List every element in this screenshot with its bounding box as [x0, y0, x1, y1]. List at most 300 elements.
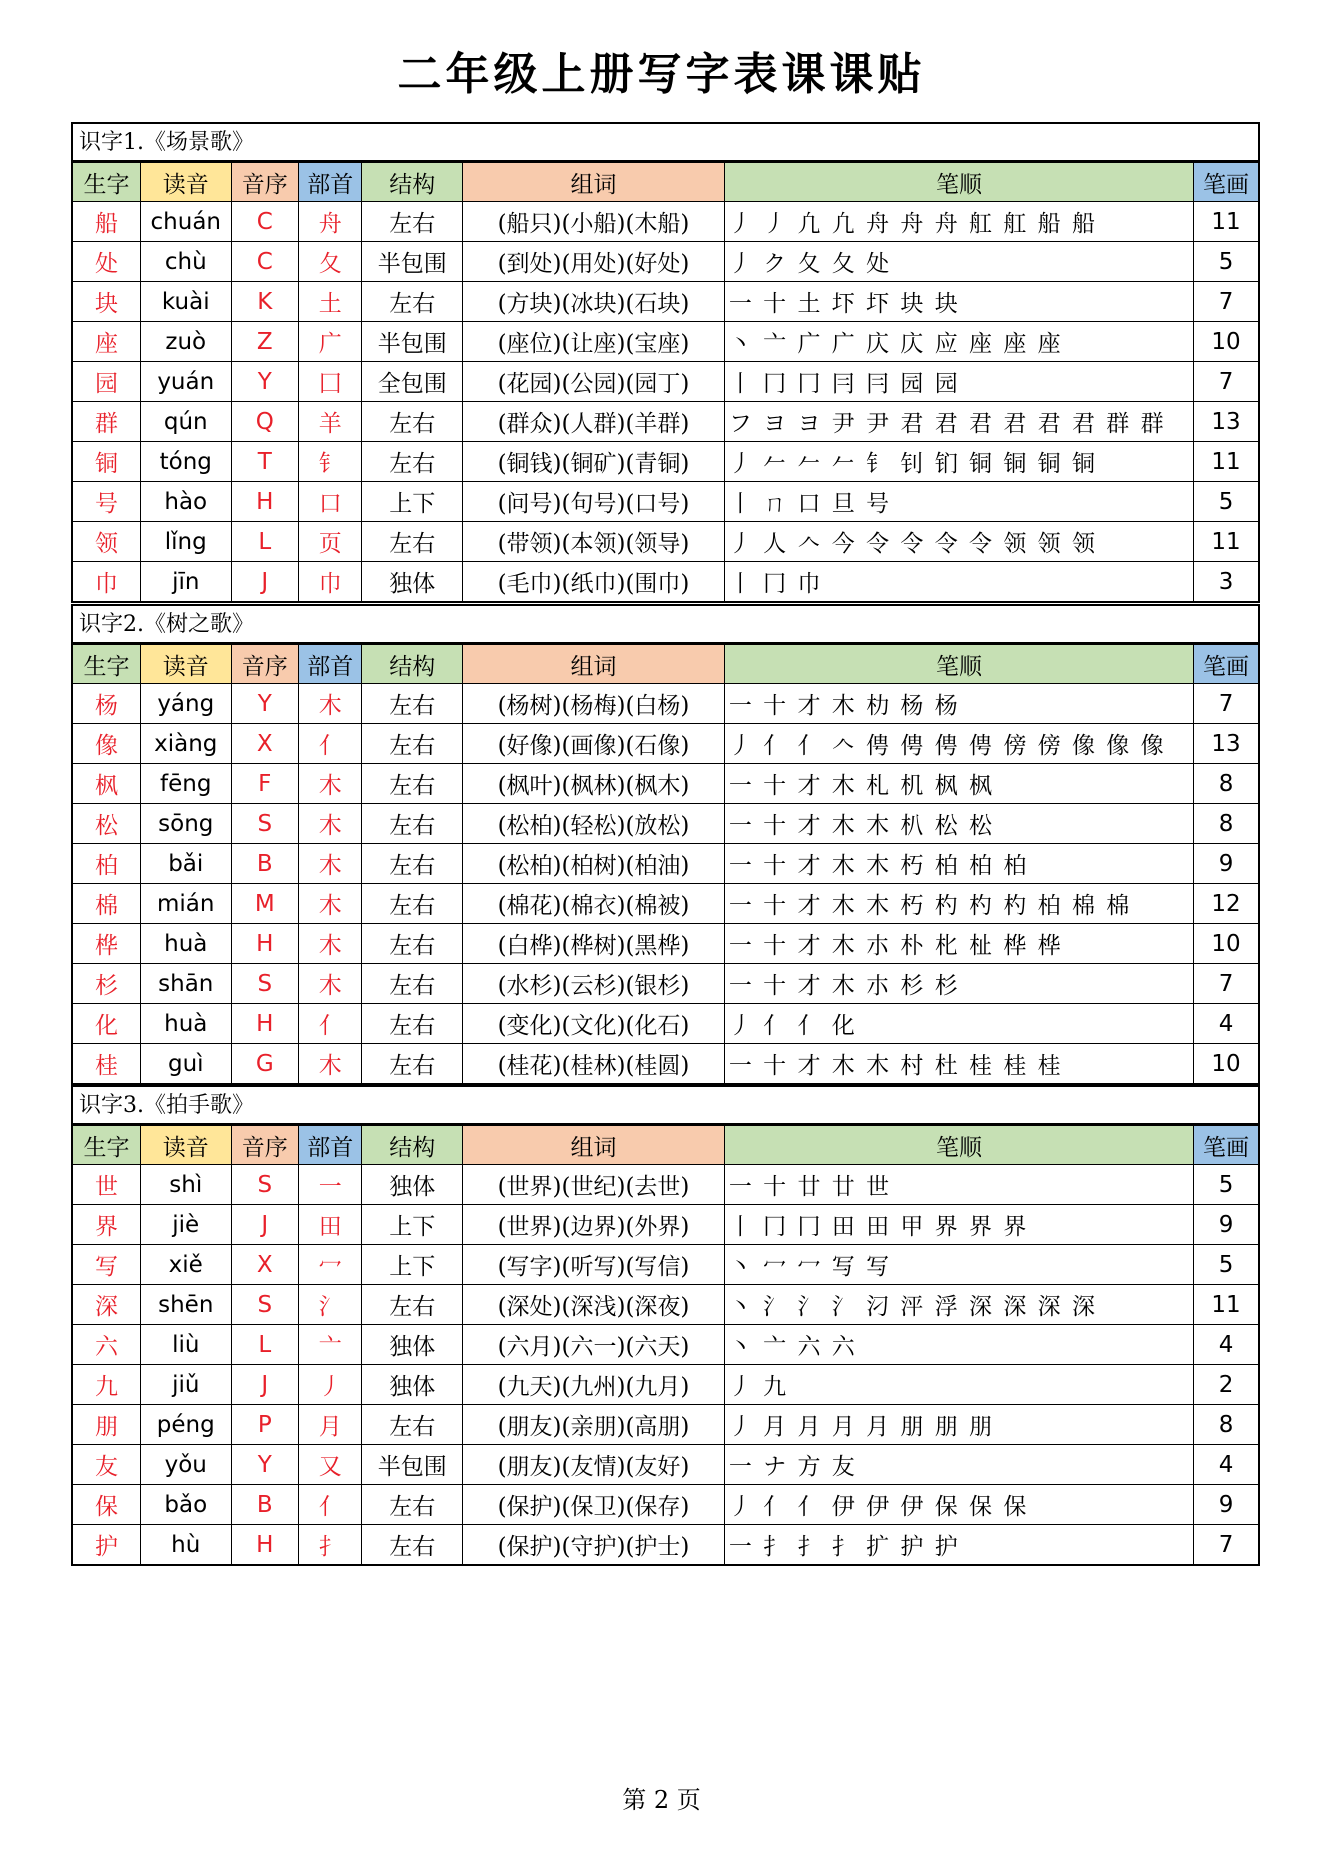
table-row — [73, 804, 1258, 844]
table-row — [73, 1325, 1258, 1365]
character-cell: 号 — [73, 482, 140, 522]
words-cell: (保护)(守护)(护士) — [463, 1525, 725, 1565]
table-row — [73, 442, 1258, 482]
structure-cell: 上下 — [362, 482, 463, 522]
initial-letter-cell: Y — [231, 362, 298, 402]
column-header: 笔顺 — [724, 645, 1193, 684]
initial-letter-cell: K — [231, 282, 298, 322]
stroke-order-cell: 丿 月 月 月 月 朋 朋 朋 — [724, 1405, 1193, 1445]
table-row — [73, 402, 1258, 442]
stroke-order-cell: 一 十 才 木 木 村 杜 桂 桂 桂 — [724, 1044, 1193, 1084]
stroke-count-cell: 7 — [1194, 1525, 1258, 1565]
stroke-order-cell: 丶 亠 广 广 庂 庂 应 座 座 座 — [724, 322, 1193, 362]
column-header: 结构 — [362, 163, 463, 202]
words-cell: (群众)(人群)(羊群) — [463, 402, 725, 442]
stroke-order-cell: 丿 亻 亻 𠆢 俜 俜 俜 俜 傍 傍 像 像 像 — [724, 724, 1193, 764]
initial-letter-cell: C — [231, 202, 298, 242]
structure-cell: 左右 — [362, 724, 463, 764]
character-cell: 柏 — [73, 844, 140, 884]
radical-cell: 夂 — [299, 242, 362, 282]
radical-cell: 扌 — [299, 1525, 362, 1565]
stroke-count-cell: 8 — [1194, 764, 1258, 804]
character-cell: 处 — [73, 242, 140, 282]
stroke-count-cell: 8 — [1194, 804, 1258, 844]
structure-cell: 左右 — [362, 282, 463, 322]
stroke-order-cell: 丶 亠 六 六 — [724, 1325, 1193, 1365]
words-cell: (水杉)(云杉)(银杉) — [463, 964, 725, 1004]
stroke-count-cell: 11 — [1194, 202, 1258, 242]
page-number: 第 2 页 — [622, 1786, 701, 1814]
structure-cell: 左右 — [362, 844, 463, 884]
radical-cell: 土 — [299, 282, 362, 322]
stroke-count-cell: 3 — [1194, 562, 1258, 602]
pinyin-cell: shēn — [140, 1285, 231, 1325]
words-cell: (松柏)(轻松)(放松) — [463, 804, 725, 844]
stroke-count-cell: 11 — [1194, 522, 1258, 562]
radical-cell: 木 — [299, 1044, 362, 1084]
character-cell: 棉 — [73, 884, 140, 924]
words-cell: (带领)(本领)(领导) — [463, 522, 725, 562]
structure-cell: 上下 — [362, 1205, 463, 1245]
character-cell: 护 — [73, 1525, 140, 1565]
radical-cell: 页 — [299, 522, 362, 562]
column-header: 部首 — [299, 163, 362, 202]
pinyin-cell: hù — [140, 1525, 231, 1565]
words-cell: (杨树)(杨梅)(白杨) — [463, 684, 725, 724]
character-cell: 写 — [73, 1245, 140, 1285]
stroke-order-cell: 一 十 才 木 木 朽 杓 杓 杓 柏 棉 棉 — [724, 884, 1193, 924]
column-header: 读音 — [140, 1126, 231, 1165]
initial-letter-cell: G — [231, 1044, 298, 1084]
radical-cell: 木 — [299, 844, 362, 884]
stroke-count-cell: 4 — [1194, 1445, 1258, 1485]
stroke-count-cell: 9 — [1194, 1205, 1258, 1245]
stroke-order-cell: 一 十 才 木 木 朳 松 松 — [724, 804, 1193, 844]
table-row — [73, 724, 1258, 764]
radical-cell: 田 — [299, 1205, 362, 1245]
pinyin-cell: mián — [140, 884, 231, 924]
column-header: 部首 — [299, 645, 362, 684]
initial-letter-cell: L — [231, 1325, 298, 1365]
stroke-count-cell: 7 — [1194, 362, 1258, 402]
column-header: 音序 — [231, 163, 298, 202]
structure-cell: 左右 — [362, 964, 463, 1004]
column-header: 音序 — [231, 645, 298, 684]
stroke-order-cell: 一 十 才 木 朩 朴 朼 杫 桦 桦 — [724, 924, 1193, 964]
table-row — [73, 362, 1258, 402]
table-row — [73, 1485, 1258, 1525]
initial-letter-cell: H — [231, 924, 298, 964]
radical-cell: 冖 — [299, 1245, 362, 1285]
column-header: 笔画 — [1194, 1126, 1258, 1165]
pinyin-cell: bǎo — [140, 1485, 231, 1525]
structure-cell: 左右 — [362, 1405, 463, 1445]
words-cell: (松柏)(柏树)(柏油) — [463, 844, 725, 884]
stroke-order-cell: 一 十 才 木 木 朽 柏 柏 柏 — [724, 844, 1193, 884]
character-cell: 保 — [73, 1485, 140, 1525]
pinyin-cell: tóng — [140, 442, 231, 482]
pinyin-cell: péng — [140, 1405, 231, 1445]
table-row — [73, 844, 1258, 884]
column-header: 笔画 — [1194, 163, 1258, 202]
stroke-order-cell: 丿 九 — [724, 1365, 1193, 1405]
column-header: 笔画 — [1194, 645, 1258, 684]
column-header: 组词 — [463, 645, 725, 684]
table-row — [73, 282, 1258, 322]
table-row — [73, 1445, 1258, 1485]
stroke-order-cell: フ ヨ ヨ 尹 尹 君 君 君 君 君 君 群 群 — [724, 402, 1193, 442]
radical-cell: 囗 — [299, 362, 362, 402]
character-cell: 朋 — [73, 1405, 140, 1445]
table-row — [73, 202, 1258, 242]
words-cell: (深处)(深浅)(深夜) — [463, 1285, 725, 1325]
structure-cell: 半包围 — [362, 322, 463, 362]
section-title: 识字1.《场景歌》 — [73, 124, 1258, 162]
structure-cell: 半包围 — [362, 242, 463, 282]
structure-cell: 上下 — [362, 1245, 463, 1285]
structure-cell: 左右 — [362, 684, 463, 724]
character-cell: 友 — [73, 1445, 140, 1485]
section-title: 识字2.《树之歌》 — [73, 606, 1258, 644]
radical-cell: 木 — [299, 764, 362, 804]
character-cell: 领 — [73, 522, 140, 562]
section-title: 识字3.《拍手歌》 — [73, 1087, 1258, 1125]
character-cell: 松 — [73, 804, 140, 844]
stroke-count-cell: 4 — [1194, 1004, 1258, 1044]
stroke-count-cell: 11 — [1194, 442, 1258, 482]
table-row — [73, 684, 1258, 724]
column-header: 音序 — [231, 1126, 298, 1165]
character-cell: 杨 — [73, 684, 140, 724]
column-header: 生字 — [73, 645, 140, 684]
table-row — [73, 1525, 1258, 1565]
initial-letter-cell: F — [231, 764, 298, 804]
stroke-count-cell: 7 — [1194, 684, 1258, 724]
radical-cell: 丿 — [299, 1365, 362, 1405]
radical-cell: 亻 — [299, 724, 362, 764]
radical-cell: 亻 — [299, 1485, 362, 1525]
column-header: 笔顺 — [724, 163, 1193, 202]
stroke-count-cell: 9 — [1194, 1485, 1258, 1525]
table-row — [73, 242, 1258, 282]
radical-cell: 口 — [299, 482, 362, 522]
initial-letter-cell: P — [231, 1405, 298, 1445]
character-cell: 枫 — [73, 764, 140, 804]
stroke-count-cell: 7 — [1194, 964, 1258, 1004]
pinyin-cell: qún — [140, 402, 231, 442]
stroke-count-cell: 13 — [1194, 402, 1258, 442]
stroke-count-cell: 10 — [1194, 322, 1258, 362]
structure-cell: 独体 — [362, 1165, 463, 1205]
character-cell: 船 — [73, 202, 140, 242]
initial-letter-cell: S — [231, 1165, 298, 1205]
stroke-order-cell: 丨 冂 冂 冃 冃 园 园 — [724, 362, 1193, 402]
radical-cell: 钅 — [299, 442, 362, 482]
pinyin-cell: chù — [140, 242, 231, 282]
table-row — [73, 1044, 1258, 1084]
pinyin-cell: yuán — [140, 362, 231, 402]
initial-letter-cell: L — [231, 522, 298, 562]
stroke-count-cell: 5 — [1194, 1165, 1258, 1205]
initial-letter-cell: Q — [231, 402, 298, 442]
character-cell: 铜 — [73, 442, 140, 482]
structure-cell: 左右 — [362, 1485, 463, 1525]
initial-letter-cell: H — [231, 1525, 298, 1565]
table-row — [73, 764, 1258, 804]
pinyin-cell: fēng — [140, 764, 231, 804]
radical-cell: 月 — [299, 1405, 362, 1445]
pinyin-cell: bǎi — [140, 844, 231, 884]
character-table — [73, 644, 1258, 1083]
table-row — [73, 1004, 1258, 1044]
stroke-count-cell: 10 — [1194, 1044, 1258, 1084]
stroke-count-cell: 5 — [1194, 242, 1258, 282]
structure-cell: 全包围 — [362, 362, 463, 402]
lesson-section — [71, 604, 1260, 1085]
words-cell: (方块)(冰块)(石块) — [463, 282, 725, 322]
table-row — [73, 964, 1258, 1004]
initial-letter-cell: X — [231, 1245, 298, 1285]
stroke-count-cell: 12 — [1194, 884, 1258, 924]
structure-cell: 半包围 — [362, 1445, 463, 1485]
initial-letter-cell: H — [231, 1004, 298, 1044]
initial-letter-cell: Y — [231, 684, 298, 724]
stroke-order-cell: 丿 ク 夂 夂 处 — [724, 242, 1193, 282]
words-cell: (船只)(小船)(木船) — [463, 202, 725, 242]
table-row — [73, 1205, 1258, 1245]
column-header: 结构 — [362, 1126, 463, 1165]
structure-cell: 左右 — [362, 1044, 463, 1084]
column-header: 组词 — [463, 163, 725, 202]
stroke-order-cell: 丿 𠂉 𠂉 𠂉 钅 钊 钔 铜 铜 铜 铜 — [724, 442, 1193, 482]
structure-cell: 左右 — [362, 1525, 463, 1565]
structure-cell: 左右 — [362, 402, 463, 442]
column-header: 生字 — [73, 163, 140, 202]
radical-cell: 又 — [299, 1445, 362, 1485]
stroke-order-cell: 丶 氵 氵 氵 汈 泙 浮 深 深 深 深 — [724, 1285, 1193, 1325]
character-cell: 座 — [73, 322, 140, 362]
stroke-count-cell: 4 — [1194, 1325, 1258, 1365]
words-cell: (毛巾)(纸巾)(围巾) — [463, 562, 725, 602]
structure-cell: 左右 — [362, 884, 463, 924]
structure-cell: 左右 — [362, 442, 463, 482]
pinyin-cell: xiě — [140, 1245, 231, 1285]
column-header: 部首 — [299, 1126, 362, 1165]
words-cell: (九天)(九州)(九月) — [463, 1365, 725, 1405]
pinyin-cell: chuán — [140, 202, 231, 242]
radical-cell: 巾 — [299, 562, 362, 602]
initial-letter-cell: S — [231, 964, 298, 1004]
pinyin-cell: jiè — [140, 1205, 231, 1245]
pinyin-cell: hào — [140, 482, 231, 522]
lesson-section — [71, 1085, 1260, 1566]
initial-letter-cell: J — [231, 1205, 298, 1245]
words-cell: (保护)(保卫)(保存) — [463, 1485, 725, 1525]
radical-cell: 舟 — [299, 202, 362, 242]
character-cell: 巾 — [73, 562, 140, 602]
stroke-order-cell: 丿 人 𠆢 今 令 令 令 令 领 领 领 — [724, 522, 1193, 562]
words-cell: (变化)(文化)(化石) — [463, 1004, 725, 1044]
column-header: 读音 — [140, 163, 231, 202]
radical-cell: 木 — [299, 804, 362, 844]
initial-letter-cell: T — [231, 442, 298, 482]
pinyin-cell: lǐng — [140, 522, 231, 562]
character-cell: 深 — [73, 1285, 140, 1325]
words-cell: (朋友)(亲朋)(高朋) — [463, 1405, 725, 1445]
initial-letter-cell: J — [231, 1365, 298, 1405]
character-cell: 九 — [73, 1365, 140, 1405]
pinyin-cell: huà — [140, 924, 231, 964]
words-cell: (棉花)(棉衣)(棉被) — [463, 884, 725, 924]
stroke-order-cell: 丶 冖 冖 写 写 — [724, 1245, 1193, 1285]
stroke-count-cell: 8 — [1194, 1405, 1258, 1445]
pinyin-cell: xiàng — [140, 724, 231, 764]
pinyin-cell: liù — [140, 1325, 231, 1365]
column-header: 结构 — [362, 645, 463, 684]
stroke-order-cell: 丨 ㄇ 口 旦 号 — [724, 482, 1193, 522]
character-cell: 六 — [73, 1325, 140, 1365]
pinyin-cell: sōng — [140, 804, 231, 844]
words-cell: (朋友)(友情)(友好) — [463, 1445, 725, 1485]
structure-cell: 独体 — [362, 1365, 463, 1405]
character-cell: 杉 — [73, 964, 140, 1004]
lesson-section — [71, 122, 1260, 603]
character-table — [73, 1125, 1258, 1564]
character-cell: 群 — [73, 402, 140, 442]
stroke-order-cell: 一 十 才 木 朸 杨 杨 — [724, 684, 1193, 724]
table-row — [73, 1405, 1258, 1445]
table-row — [73, 924, 1258, 964]
initial-letter-cell: X — [231, 724, 298, 764]
pinyin-cell: yáng — [140, 684, 231, 724]
table-row — [73, 884, 1258, 924]
initial-letter-cell: J — [231, 562, 298, 602]
words-cell: (枫叶)(枫林)(枫木) — [463, 764, 725, 804]
structure-cell: 左右 — [362, 1004, 463, 1044]
pinyin-cell: kuài — [140, 282, 231, 322]
radical-cell: 木 — [299, 964, 362, 1004]
table-row — [73, 1245, 1258, 1285]
character-cell: 界 — [73, 1205, 140, 1245]
words-cell: (铜钱)(铜矿)(青铜) — [463, 442, 725, 482]
character-cell: 块 — [73, 282, 140, 322]
words-cell: (白桦)(桦树)(黑桦) — [463, 924, 725, 964]
structure-cell: 左右 — [362, 202, 463, 242]
column-header: 生字 — [73, 1126, 140, 1165]
table-row — [73, 1165, 1258, 1205]
words-cell: (到处)(用处)(好处) — [463, 242, 725, 282]
structure-cell: 左右 — [362, 522, 463, 562]
stroke-count-cell: 9 — [1194, 844, 1258, 884]
stroke-count-cell: 5 — [1194, 1245, 1258, 1285]
character-table — [73, 162, 1258, 601]
character-cell: 世 — [73, 1165, 140, 1205]
column-header: 读音 — [140, 645, 231, 684]
radical-cell: 木 — [299, 884, 362, 924]
column-header: 笔顺 — [724, 1126, 1193, 1165]
radical-cell: 氵 — [299, 1285, 362, 1325]
pinyin-cell: jiǔ — [140, 1365, 231, 1405]
table-row — [73, 322, 1258, 362]
stroke-order-cell: 丿 亻 亻 伊 伊 伊 保 保 保 — [724, 1485, 1193, 1525]
words-cell: (问号)(句号)(口号) — [463, 482, 725, 522]
stroke-order-cell: 丨 冂 冂 田 田 甲 界 界 界 — [724, 1205, 1193, 1245]
pinyin-cell: zuò — [140, 322, 231, 362]
table-header-row — [73, 163, 1258, 202]
page-title: 二年级上册写字表课课贴 — [397, 49, 926, 100]
pinyin-cell: huà — [140, 1004, 231, 1044]
structure-cell: 独体 — [362, 1325, 463, 1365]
stroke-order-cell: 一 十 才 木 朩 杉 杉 — [724, 964, 1193, 1004]
initial-letter-cell: Y — [231, 1445, 298, 1485]
radical-cell: 一 — [299, 1165, 362, 1205]
radical-cell: 广 — [299, 322, 362, 362]
stroke-count-cell: 7 — [1194, 282, 1258, 322]
stroke-order-cell: 一 十 才 木 札 机 枫 枫 — [724, 764, 1193, 804]
initial-letter-cell: C — [231, 242, 298, 282]
words-cell: (写字)(听写)(写信) — [463, 1245, 725, 1285]
stroke-order-cell: 一 扌 扌 扌 扩 护 护 — [724, 1525, 1193, 1565]
character-cell: 像 — [73, 724, 140, 764]
initial-letter-cell: H — [231, 482, 298, 522]
stroke-count-cell: 2 — [1194, 1365, 1258, 1405]
stroke-order-cell: 一 ナ 方 友 — [724, 1445, 1193, 1485]
words-cell: (座位)(让座)(宝座) — [463, 322, 725, 362]
pinyin-cell: shì — [140, 1165, 231, 1205]
character-cell: 桦 — [73, 924, 140, 964]
radical-cell: 亻 — [299, 1004, 362, 1044]
words-cell: (世界)(世纪)(去世) — [463, 1165, 725, 1205]
radical-cell: 木 — [299, 924, 362, 964]
structure-cell: 左右 — [362, 924, 463, 964]
table-row — [73, 1285, 1258, 1325]
stroke-order-cell: 一 十 土 圷 圷 块 块 — [724, 282, 1193, 322]
character-cell: 桂 — [73, 1044, 140, 1084]
structure-cell: 左右 — [362, 804, 463, 844]
character-cell: 园 — [73, 362, 140, 402]
table-header-row — [73, 645, 1258, 684]
initial-letter-cell: Z — [231, 322, 298, 362]
initial-letter-cell: M — [231, 884, 298, 924]
stroke-count-cell: 11 — [1194, 1285, 1258, 1325]
stroke-count-cell: 13 — [1194, 724, 1258, 764]
words-cell: (好像)(画像)(石像) — [463, 724, 725, 764]
initial-letter-cell: S — [231, 1285, 298, 1325]
table-header-row — [73, 1126, 1258, 1165]
words-cell: (六月)(六一)(六天) — [463, 1325, 725, 1365]
structure-cell: 左右 — [362, 764, 463, 804]
table-row — [73, 482, 1258, 522]
pinyin-cell: jīn — [140, 562, 231, 602]
stroke-order-cell: 丿 亻 亻 化 — [724, 1004, 1193, 1044]
radical-cell: 亠 — [299, 1325, 362, 1365]
pinyin-cell: yǒu — [140, 1445, 231, 1485]
radical-cell: 木 — [299, 684, 362, 724]
words-cell: (世界)(边界)(外界) — [463, 1205, 725, 1245]
pinyin-cell: shān — [140, 964, 231, 1004]
table-row — [73, 1365, 1258, 1405]
stroke-order-cell: 丿 丿 凢 凢 舟 舟 舟 舡 舡 船 船 — [724, 202, 1193, 242]
column-header: 组词 — [463, 1126, 725, 1165]
structure-cell: 独体 — [362, 562, 463, 602]
radical-cell: 羊 — [299, 402, 362, 442]
initial-letter-cell: B — [231, 844, 298, 884]
table-row — [73, 522, 1258, 562]
structure-cell: 左右 — [362, 1285, 463, 1325]
character-cell: 化 — [73, 1004, 140, 1044]
stroke-count-cell: 10 — [1194, 924, 1258, 964]
table-row — [73, 562, 1258, 602]
